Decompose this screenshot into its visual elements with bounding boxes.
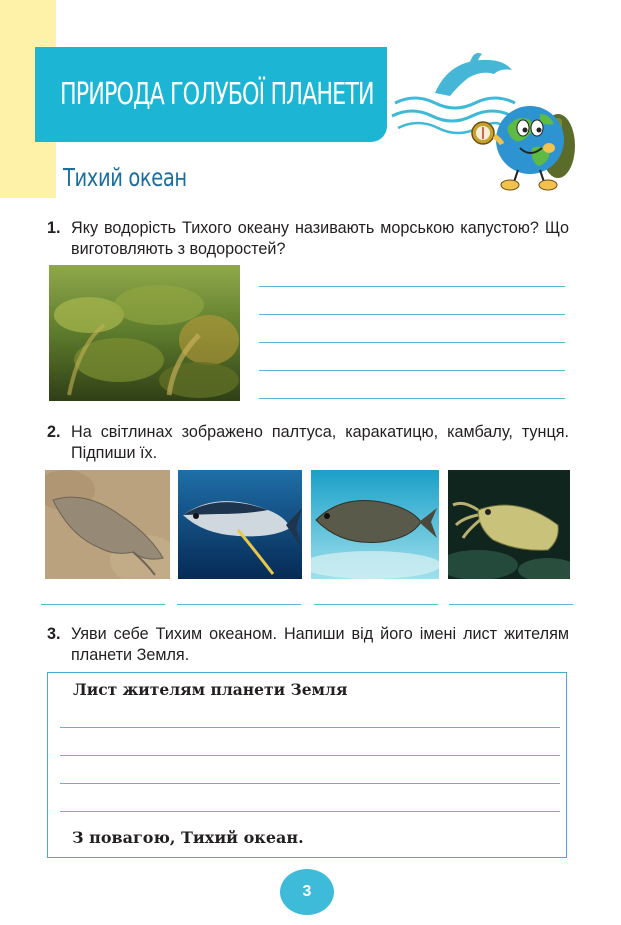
title-banner: [35, 47, 387, 142]
task-text: На світлинах зображено палтуса, каракатицю, камбалу, тунця. Підпиши їх.: [71, 423, 569, 462]
task-number: 3.: [47, 625, 61, 643]
cuttlefish-photo: [448, 470, 570, 579]
answer-line[interactable]: [259, 286, 565, 287]
task-3: [47, 624, 569, 668]
halibut-photo: [311, 470, 439, 579]
chapter-title: ПРИРОДА ГОЛУБОЇ ПЛАНЕТИ: [60, 77, 374, 112]
letter-line[interactable]: [60, 755, 560, 756]
fish-label-line[interactable]: [41, 604, 165, 605]
answer-line[interactable]: [259, 398, 565, 399]
flatfish-sand-photo: [45, 470, 170, 579]
task-text: Уяви себе Тихим океаном. Напиши від його імені лист жителям планети Земля.: [71, 625, 569, 664]
task-number: 2.: [47, 423, 61, 441]
fish-label-line[interactable]: [314, 604, 438, 605]
answer-line[interactable]: [259, 314, 565, 315]
task-number: 1.: [47, 219, 61, 237]
tuna-photo: [178, 470, 302, 579]
page-number: 3: [280, 869, 334, 915]
letter-line[interactable]: [60, 783, 560, 784]
fish-label-line[interactable]: [177, 604, 301, 605]
seaweed-kelp-photo: [49, 265, 240, 401]
task-text: Яку водорість Тихого океану називають морською капустою? Що виготовляють з водоростей?: [71, 219, 569, 258]
globe-mascot-dolphin-illustration: [390, 48, 580, 193]
letter-line[interactable]: [60, 811, 560, 812]
task-2: [47, 422, 569, 466]
answer-line[interactable]: [259, 342, 565, 343]
letter-box: [47, 672, 567, 858]
section-title: Тихий океан: [63, 163, 187, 192]
answer-line[interactable]: [259, 370, 565, 371]
letter-signature: З повагою, Тихий океан.: [72, 828, 304, 847]
task-1: [47, 218, 569, 262]
letter-title: Лист жителям планети Земля: [73, 680, 348, 699]
fish-label-line[interactable]: [449, 604, 573, 605]
letter-line[interactable]: [60, 727, 560, 728]
